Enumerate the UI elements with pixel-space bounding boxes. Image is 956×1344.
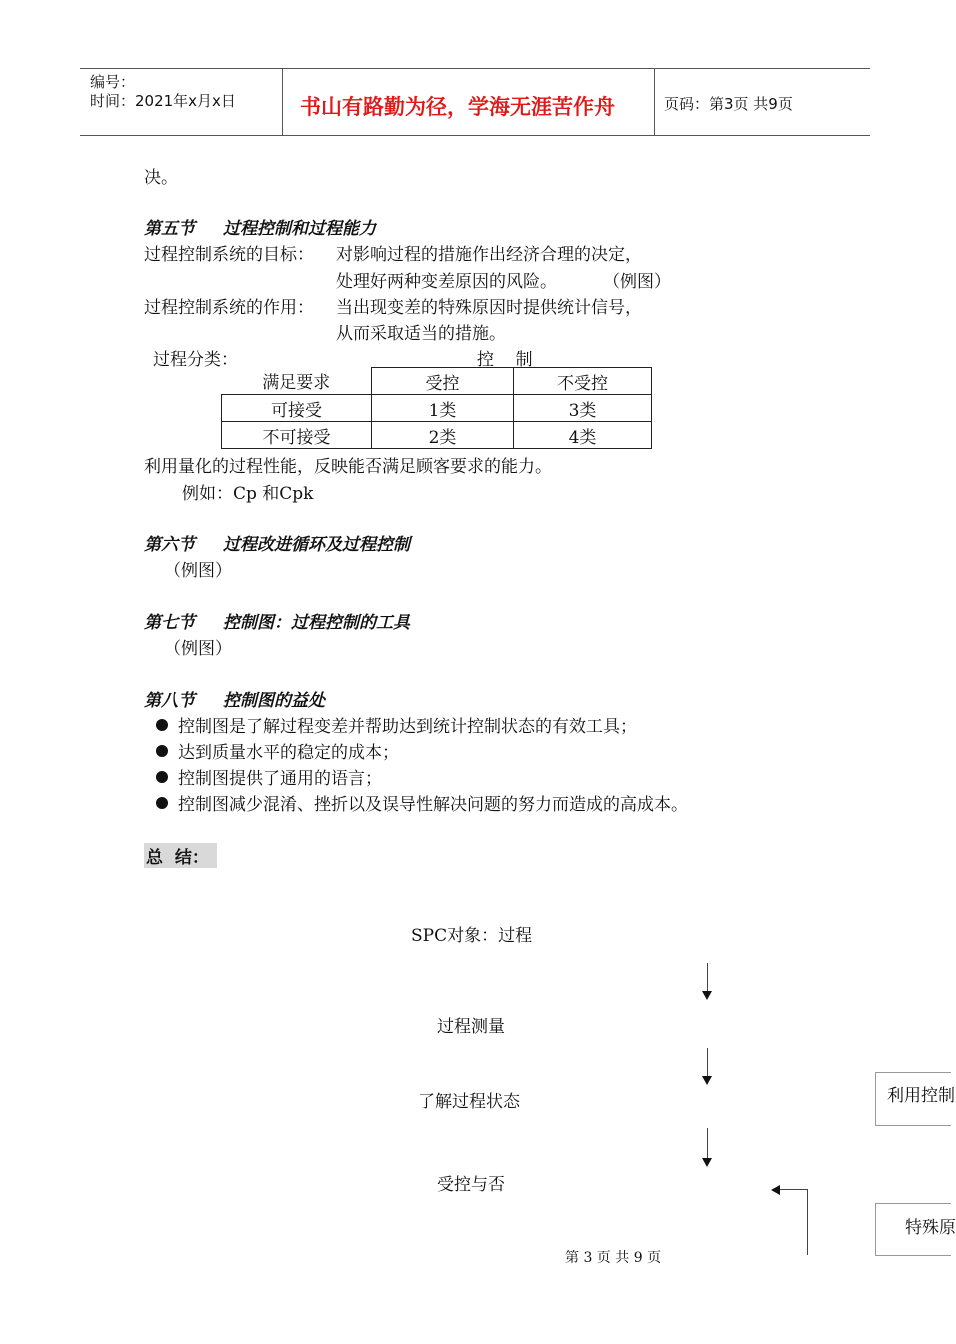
bullet-icon — [156, 745, 168, 757]
side-box-text: 利用控制 — [887, 1086, 955, 1106]
goal-example: （例图） — [603, 272, 671, 292]
side-box-special-cause — [875, 1203, 956, 1256]
goal-line-2: 处理好两种变差原因的风险。 — [336, 272, 557, 292]
table-col-controlled: 受控 — [372, 368, 514, 395]
bullet-icon — [156, 771, 168, 783]
flow-step: 过程测量 — [437, 1017, 505, 1037]
header-divider — [282, 68, 283, 135]
section-7-title: 控制图：过程控制的工具 — [223, 613, 410, 633]
list-item — [156, 764, 382, 789]
section-6-number: 第六节 — [144, 535, 195, 555]
section-6-title: 过程改进循环及过程控制 — [223, 535, 410, 555]
section-8-title: 控制图的益处 — [223, 691, 325, 711]
document-date-label: 时间：2021年x月x日 — [90, 92, 236, 110]
table-col-uncontrolled: 不受控 — [514, 368, 652, 395]
flow-arrow-line — [707, 1128, 708, 1158]
flow-step: 了解过程状态 — [418, 1092, 520, 1112]
side-box-control-chart — [875, 1072, 955, 1126]
list-item — [156, 712, 637, 737]
section-6-example: （例图） — [164, 561, 232, 581]
table-corner-cell: 满足要求 — [262, 373, 331, 394]
table-header-row — [222, 368, 652, 395]
list-item — [156, 738, 399, 763]
section-5-heading — [144, 214, 376, 239]
section-6-heading — [144, 530, 410, 555]
flow-arrow-line — [707, 1048, 708, 1076]
list-item — [156, 790, 688, 815]
section-5-number: 第五节 — [144, 219, 195, 239]
table-cell: 3类 — [514, 395, 652, 422]
arrow-left-icon — [771, 1185, 780, 1195]
role-line-1: 当出现变差的特殊原因时提供统计信号， — [336, 298, 642, 318]
goal-line-1: 对影响过程的措施作出经济合理的决定， — [336, 245, 642, 265]
section-7-example: （例图） — [164, 639, 232, 659]
header-divider — [654, 68, 655, 135]
list-item-text: 控制图是了解过程变差并帮助达到统计控制状态的有效工具； — [178, 717, 637, 737]
role-label: 过程控制系统的作用： — [144, 298, 314, 318]
table-row-label: 可接受 — [222, 395, 372, 422]
table-row — [222, 422, 652, 449]
capability-example: 例如：Cp 和Cpk — [182, 484, 314, 504]
bullet-icon — [156, 719, 168, 731]
section-7-number: 第七节 — [144, 613, 195, 633]
list-item-text: 达到质量水平的稳定的成本； — [178, 743, 399, 763]
table-row — [222, 395, 652, 422]
feedback-line — [780, 1189, 807, 1190]
bullet-icon — [156, 797, 168, 809]
arrow-down-icon — [702, 1076, 712, 1085]
summary-heading: 总 结： — [144, 843, 217, 868]
arrow-down-icon — [702, 1158, 712, 1167]
header-top-rule — [80, 68, 870, 69]
side-box-text: 特殊原 — [905, 1218, 956, 1238]
list-item-text: 控制图减少混淆、挫折以及误导性解决问题的努力而造成的高成本。 — [178, 795, 688, 815]
table-cell: 4类 — [514, 422, 652, 449]
table-row-label: 不可接受 — [222, 422, 372, 449]
section-8-number: 第八节 — [144, 691, 195, 711]
list-item-text: 控制图提供了通用的语言； — [178, 769, 382, 789]
role-line-2: 从而采取适当的措施。 — [336, 324, 506, 344]
document-number-label: 编号： — [90, 73, 136, 91]
feedback-line — [807, 1189, 808, 1255]
header-page-label: 页码：第3页 共9页 — [664, 95, 793, 113]
arrow-down-icon — [702, 991, 712, 1000]
table-cell: 2类 — [372, 422, 514, 449]
control-header: 控 制 — [477, 350, 533, 370]
flow-step: 受控与否 — [437, 1175, 505, 1195]
flow-arrow-line — [707, 963, 708, 991]
section-5-title: 过程控制和过程能力 — [223, 219, 376, 239]
header-motto: 书山有路勤为径，学海无涯苦作舟 — [300, 95, 615, 119]
page-footer: 第 3 页 共 9 页 — [565, 1250, 662, 1266]
section-7-heading — [144, 608, 410, 633]
header-bottom-rule — [80, 135, 870, 136]
table-cell: 1类 — [372, 395, 514, 422]
flow-step: SPC对象：过程 — [411, 926, 533, 946]
goal-label: 过程控制系统的目标： — [144, 245, 314, 265]
process-classification-table — [221, 367, 652, 449]
capability-text: 利用量化的过程性能，反映能否满足顾客要求的能力。 — [144, 457, 552, 477]
intro-fragment: 决。 — [144, 168, 178, 188]
section-8-heading — [144, 686, 325, 711]
classification-label: 过程分类： — [153, 350, 238, 370]
